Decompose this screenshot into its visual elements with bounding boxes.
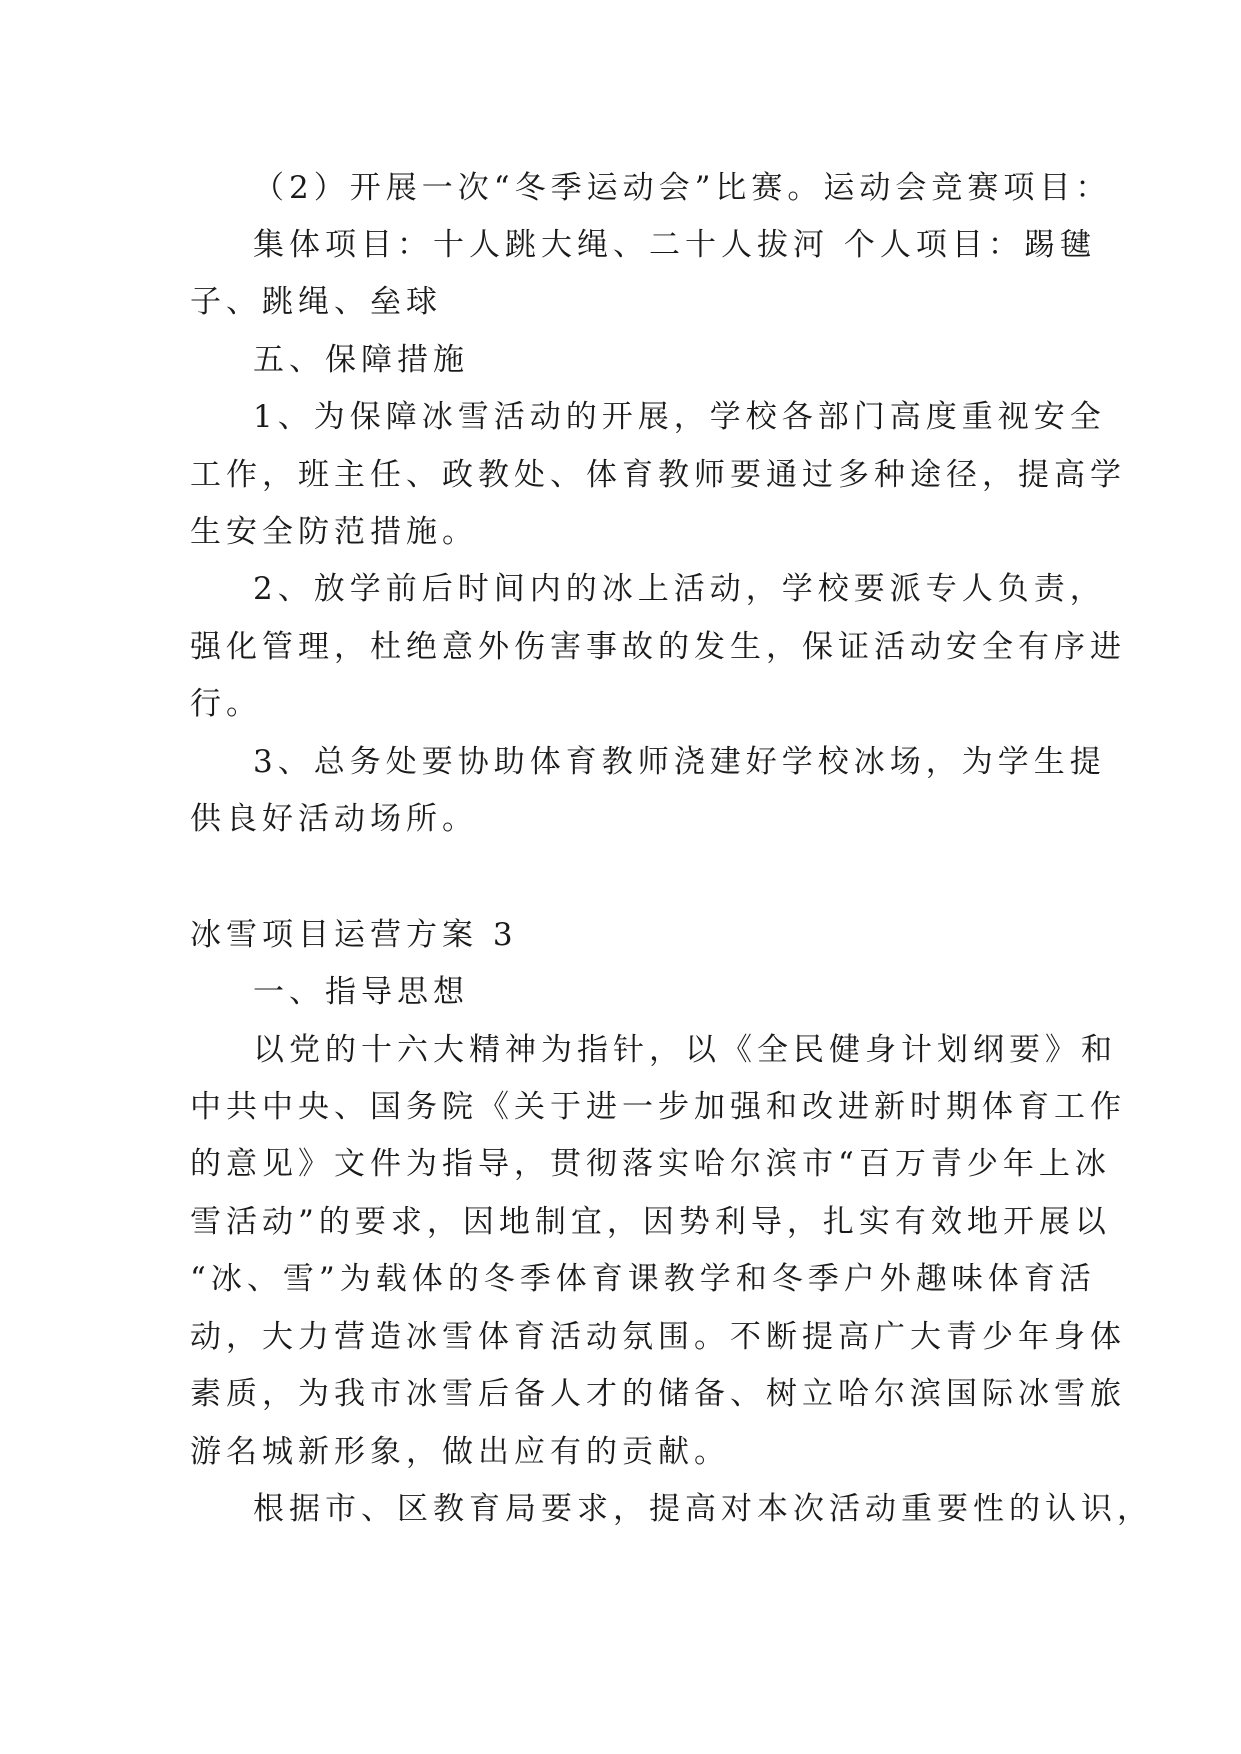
paragraph-line: 游名城新形象，做出应有的贡献。	[190, 1434, 730, 1470]
paragraph-line: 的意见》文件为指导，贯彻落实哈尔滨市“百万青少年上冰	[190, 1146, 1111, 1182]
paragraph-line: 根据市、区教育局要求，提高对本次活动重要性的认识，	[253, 1491, 1153, 1527]
paragraph-line: 子、跳绳、垒球	[190, 284, 442, 320]
paragraph-line: 1、为保障冰雪活动的开展，学校各部门高度重视安全	[253, 399, 1106, 435]
paragraph-line: “冰、雪”为载体的冬季体育课教学和冬季户外趣味体育活	[190, 1261, 1096, 1297]
paragraph-line: 2、放学前后时间内的冰上活动，学校要派专人负责，	[253, 571, 1106, 607]
paragraph-line: 供良好活动场所。	[190, 801, 478, 837]
paragraph-line: 行。	[190, 686, 262, 722]
section-heading: 五、保障措施	[253, 342, 469, 378]
paragraph-line: 生安全防范措施。	[190, 514, 478, 550]
paragraph-line: 强化管理，杜绝意外伤害事故的发生，保证活动安全有序进	[190, 629, 1126, 665]
paragraph-line: （2）开展一次“冬季运动会”比赛。运动会竞赛项目：	[253, 170, 1112, 206]
paragraph-line: 雪活动”的要求，因地制宜，因势利导，扎实有效地开展以	[190, 1204, 1111, 1240]
paragraph-line: 动，大力营造冰雪体育活动氛围。不断提高广大青少年身体	[190, 1319, 1126, 1355]
paragraph-line: 工作，班主任、政教处、体育教师要通过多种途径，提高学	[190, 457, 1126, 493]
paragraph-line: 3、总务处要协助体育教师浇建好学校冰场，为学生提	[253, 744, 1106, 780]
paragraph-line: 素质，为我市冰雪后备人才的储备、树立哈尔滨国际冰雪旅	[190, 1376, 1126, 1412]
paragraph-line: 中共中央、国务院《关于进一步加强和改进新时期体育工作	[190, 1089, 1126, 1125]
paragraph-line: 以党的十六大精神为指针，以《全民健身计划纲要》和	[253, 1032, 1117, 1068]
document-title: 冰雪项目运营方案 3	[190, 917, 518, 953]
paragraph-line: 集体项目：十人跳大绳、二十人拔河 个人项目：踢毽	[253, 227, 1096, 263]
section-heading: 一、指导思想	[253, 974, 469, 1010]
